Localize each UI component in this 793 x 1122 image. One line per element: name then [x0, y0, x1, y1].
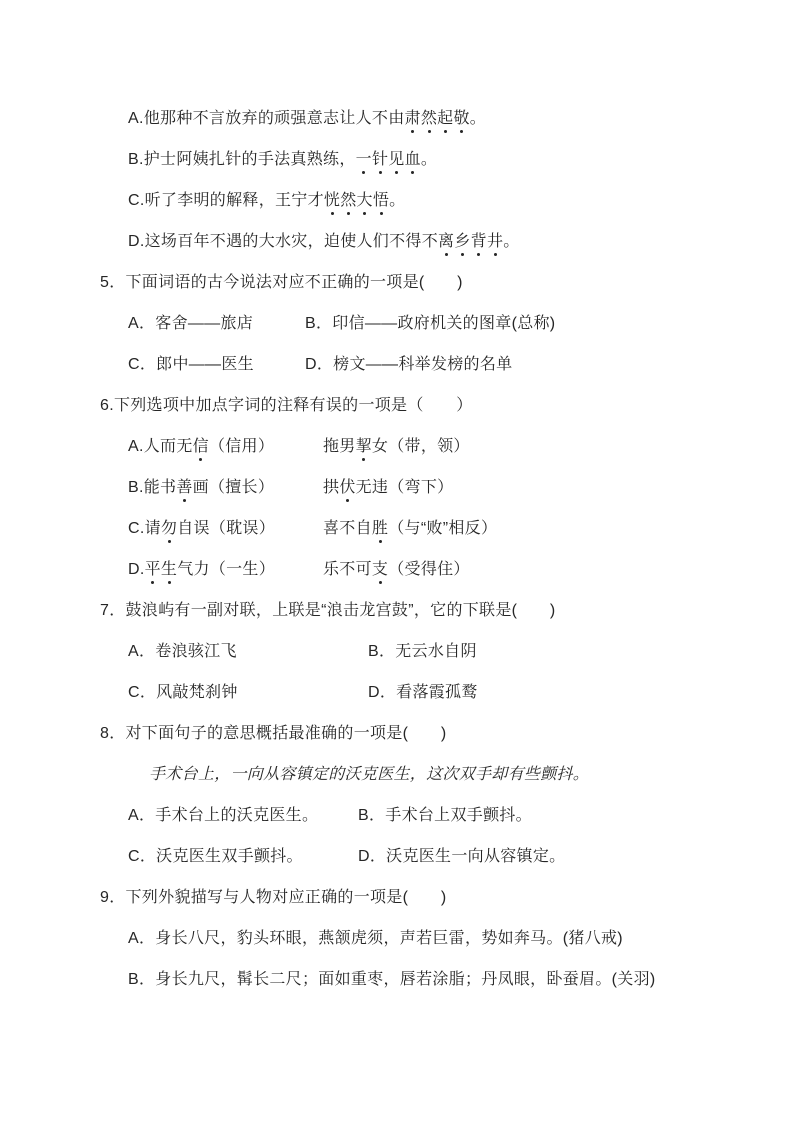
emphasized-char: 挈	[356, 433, 372, 456]
option-line-d: D.这场百年不遇的大水灾，迫使人们不得不 离 乡 背 井 。	[0, 219, 793, 260]
option-a-right: 拖男挈女（带，领）	[323, 433, 470, 456]
emphasized-char: 胜	[372, 515, 388, 538]
option-a: A．手术台上的沃克医生。	[128, 807, 319, 824]
option-d-left: D.平生气力（一生）	[128, 556, 323, 579]
question-6-stem: 6.下列选项中加点字词的注释有误的一项是（ ）	[100, 397, 473, 414]
question-9	[0, 875, 793, 998]
emphasized-char: 离	[438, 228, 454, 251]
option-row-ab	[0, 793, 793, 834]
emphasized-char: 肃	[405, 105, 421, 128]
option-b: B．手术台上双手颤抖。	[358, 807, 532, 824]
option-b-right: 拱伏无违（弯下）	[323, 474, 453, 497]
option-line-a: A．身长八尺，豹头环眼，燕颔虎须，声若巨雷，势如奔马。(猪八戒)	[128, 930, 623, 947]
option-c-left: C.请勿自误（耽误）	[128, 515, 323, 538]
option-row-ab	[0, 629, 793, 670]
emphasized-char: 悟	[373, 187, 389, 210]
option-line-b: B.护士阿姨扎针的手法真熟练， 一 针 见 血 。	[0, 137, 793, 178]
option-d: D．看落霞孤鹜	[368, 684, 478, 701]
option-d: D．沃克医生一向从容镇定。	[358, 848, 566, 865]
option-b-left: B.能书善画（擅长）	[128, 474, 323, 497]
option-c: C．郎中——医生	[128, 356, 254, 373]
question-4-options	[0, 96, 793, 260]
emphasized-char: 乡	[454, 228, 470, 251]
emphasized-char: 敬	[453, 105, 469, 128]
emphasized-char: 生	[161, 556, 177, 579]
question-8	[0, 711, 793, 875]
option-a-left: A.人而无信（信用）	[128, 433, 323, 456]
option-line-b: B．身长九尺，髯长二尺；面如重枣，唇若涂脂；丹凤眼，卧蚕眉。(关羽)	[128, 971, 656, 988]
emphasized-char: 针	[372, 146, 388, 169]
question-5	[0, 260, 793, 383]
emphasized-char: 勿	[161, 515, 177, 538]
emphasized-char: 信	[193, 433, 209, 456]
option-row-b	[0, 465, 793, 506]
question-7-stem: 7．鼓浪屿有一副对联，上联是“浪击龙宫鼓”，它的下联是( )	[100, 602, 556, 619]
option-c: C．风敲梵刹钟	[128, 684, 238, 701]
option-c-right: 喜不自胜（与“败”相反）	[323, 515, 497, 538]
option-row-cd	[0, 670, 793, 711]
emphasized-char: 大	[357, 187, 373, 210]
question-8-quote	[0, 752, 793, 793]
option-line-a: A.他那种不言放弃的顽强意志让人不由 肃 然 起 敬 。	[0, 96, 793, 137]
quoted-sentence: 手术台上，一向从容镇定的沃克医生，这次双手却有些颤抖。	[149, 766, 590, 783]
emphasized-char: 然	[421, 105, 437, 128]
question-6	[0, 383, 793, 588]
emphasized-char: 善	[176, 474, 192, 497]
option-row-ab	[0, 301, 793, 342]
option-d-right: 乐不可支（受得住）	[323, 556, 470, 579]
question-9-stem: 9．下列外貌描写与人物对应正确的一项是( )	[100, 889, 447, 906]
emphasized-char: 起	[437, 105, 453, 128]
emphasized-char: 然	[340, 187, 356, 210]
option-a: A．卷浪骇江飞	[128, 643, 237, 660]
option-line-c: C.听了李明的解释，王宁才 恍 然 大 悟 。	[0, 178, 793, 219]
option-a: A．客舍——旅店	[128, 315, 254, 332]
emphasized-char: 见	[388, 146, 404, 169]
option-b: B．无云水自阴	[368, 643, 477, 660]
emphasized-char: 恍	[324, 187, 340, 210]
question-8-stem: 8．对下面句子的意思概括最准确的一项是( )	[100, 725, 447, 742]
option-row-cd	[0, 834, 793, 875]
option-b: B．印信——政府机关的图章(总称)	[305, 315, 556, 332]
emphasized-char: 支	[372, 556, 388, 579]
option-c: C．沃克医生双手颤抖。	[128, 848, 303, 865]
question-7	[0, 588, 793, 711]
emphasized-char: 背	[471, 228, 487, 251]
option-row-a	[0, 424, 793, 465]
emphasized-char: 一	[356, 146, 372, 169]
emphasized-char: 伏	[339, 474, 355, 497]
option-row-c	[0, 506, 793, 547]
option-row-cd	[0, 342, 793, 383]
option-row-d	[0, 547, 793, 588]
option-d: D．榜文——科举发榜的名单	[305, 356, 513, 373]
emphasized-char: 平	[145, 556, 161, 579]
question-5-stem: 5．下面词语的古今说法对应不正确的一项是( )	[100, 274, 463, 291]
emphasized-char: 血	[405, 146, 421, 169]
emphasized-char: 井	[487, 228, 503, 251]
